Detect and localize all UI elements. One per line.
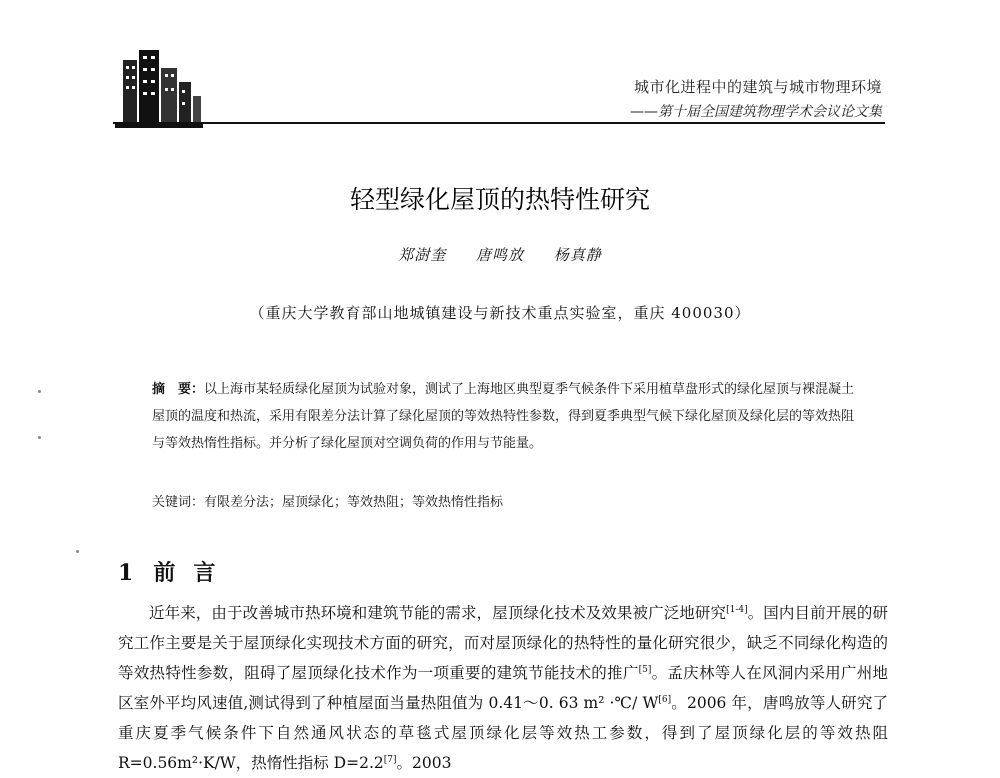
keywords [152, 491, 862, 510]
citation[interactable]: [1-4] [726, 604, 748, 615]
scan-mark [38, 390, 41, 393]
paragraph [118, 598, 888, 778]
conference-logo [113, 44, 205, 130]
abstract-label: 摘 要： [152, 382, 205, 397]
scan-mark [76, 550, 79, 553]
affiliation: （重庆大学教育部山地城镇建设与新技术重点实验室，重庆 400030） [249, 304, 751, 322]
running-header [630, 76, 882, 121]
text-run: 。孟庆林等人在风洞内采用广州地区室外平均风速值,测试得到了种植屋面当量热阻值为 0.41～0. 63 m² ·℃/ W [118, 664, 888, 712]
proceedings-subtitle: ——第十届全国建筑物理学术会议论文集 [630, 104, 882, 120]
body-paragraph [118, 598, 888, 778]
paper-title: 轻型绿化屋顶的热特性研究 [349, 185, 650, 214]
text-run: 近年来，由于改善城市热环境和建筑节能的需求，屋顶绿化技术及效果被广泛地研究 [149, 604, 727, 622]
citation[interactable]: [5] [638, 664, 652, 675]
text-run: 。2003 [396, 754, 452, 772]
proceedings-title: 城市化进程中的建筑与城市物理环境 [633, 78, 882, 96]
citation[interactable]: [6] [658, 694, 672, 705]
abstract-text: 以上海市某轻质绿化屋顶为试验对象，测试了上海地区典型夏季气候条件下采用植草盘形式的绿化屋顶与裸混凝土屋顶的温度和热流，采用有限差分法计算了绿化屋顶的等效热特性参数，得到夏季典型气候下绿化屋顶及绿化层的等效热阻与等效热惰性指标。并分析了绿化屋顶对空调负荷的作用与节能量。 [152, 382, 855, 451]
author-name: 唐鸣放 [475, 246, 524, 264]
section-title: 前言 [153, 560, 234, 586]
author-name: 郑澍奎 [398, 246, 447, 264]
section-heading [118, 556, 233, 587]
scan-mark [38, 436, 41, 439]
keywords-text: 有限差分法；屋顶绿化；等效热阻；等效热惰性指标 [204, 495, 504, 510]
text-run: 。2006 年，唐鸣放等人研究了重庆夏季气候条件下自然通风状态的草毯式屋顶绿化层等效热工参数，得到了屋顶绿化层的等效热阻 R=0.56m²·K/W，热惰性指标 D=2.2 [118, 694, 889, 772]
keywords-label: 关键词： [152, 495, 205, 510]
text-run: 。国内目前开展的研究工作主要是关于屋顶绿化实现技术方面的研究，而对屋顶绿化的热特性的量化研究很少，缺乏不同绿化构造的等效热特性参数，阻碍了屋顶绿化技术作为一项重要的建筑节能技术的推广 [118, 604, 888, 682]
author-list [0, 244, 1000, 265]
section-number: 1 [118, 560, 134, 586]
citation[interactable]: [7] [383, 754, 397, 765]
author-name: 杨真静 [553, 246, 602, 264]
abstract [152, 376, 862, 457]
header-rule [113, 122, 885, 124]
